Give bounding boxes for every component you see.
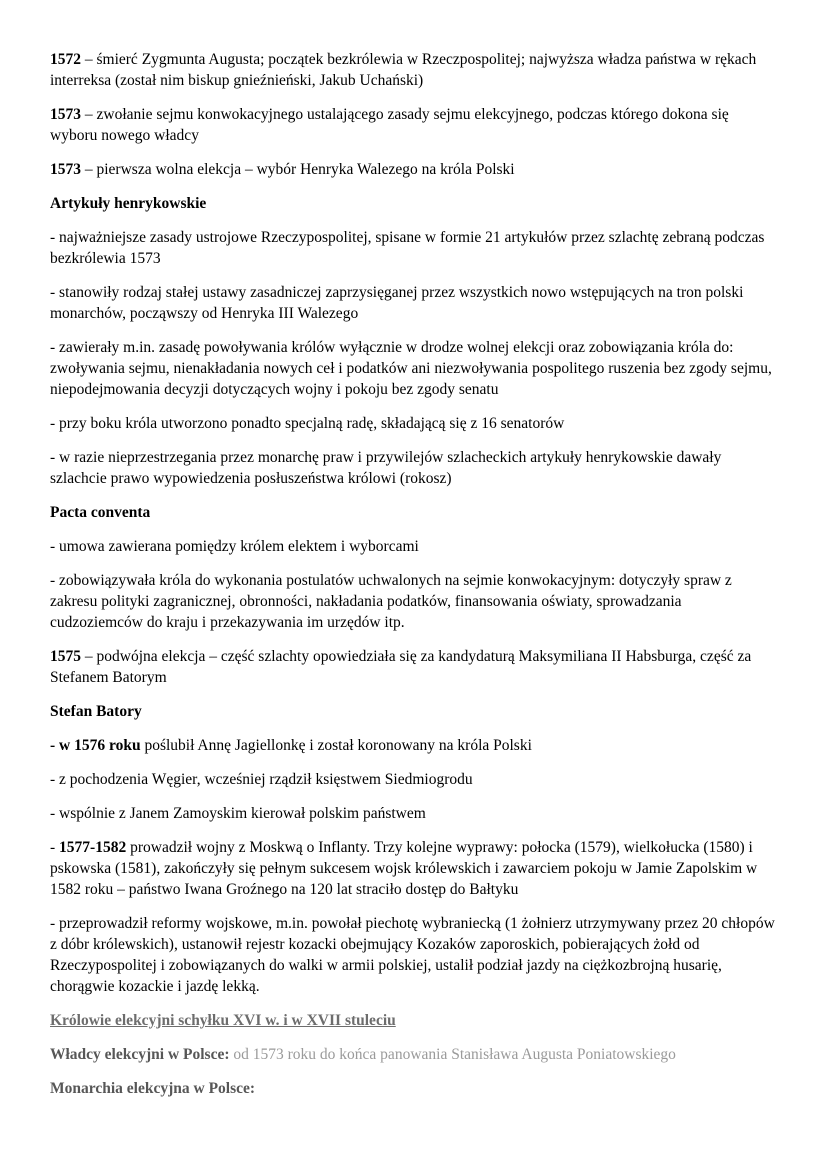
paragraph-text: – pierwsza wolna elekcja – wybór Henryka Walezego na króla Polski: [81, 161, 515, 178]
paragraph-1575-double-election: [50, 646, 776, 688]
bold-label: Monarchia elekcyjna w Polsce:: [50, 1080, 256, 1097]
paragraph-text: – śmierć Zygmunta Augusta; początek bezkrólewia w Rzeczpospolitej; najwyższa władza państwa w rękach interreksa (został nim biskup gnieźnieński, Jakub Uchański): [50, 51, 757, 89]
paragraph-text: – podwójna elekcja – część szlachty opowiedziała się za kandydaturą Maksymiliana II Habsburga, część za Stefanem Batorym: [50, 648, 752, 686]
paragraph-text: - przy boku króla utworzono ponadto specjalną radę, składającą się z 16 senatorów: [50, 415, 565, 432]
paragraph-text: poślubił Annę Jagiellonkę i został koronowany na króla Polski: [140, 737, 532, 754]
bullet-paragraph: [50, 227, 776, 269]
paragraph-text: - umowa zawierana pomiędzy królem elektem i wyborcami: [50, 538, 419, 555]
paragraph-text: - stanowiły rodzaj stałej ustawy zasadniczej zaprzysięganej przez wszystkich nowo wstępujących na tron polski monarchów, począwszy od Henryka III Walezego: [50, 284, 744, 322]
section-heading-stefan-batory: [50, 701, 776, 722]
paragraph-text: - w razie nieprzestrzegania przez monarchę praw i przywilejów szlacheckich artykuły henrykowskie dawały szlachcie prawo wypowiedzenia posłuszeństwa królowi (rokosz): [50, 449, 722, 487]
section-heading-artykuly-henrykowskie: [50, 193, 776, 214]
bold-year: 1573: [50, 161, 81, 178]
bullet-paragraph-1577-1582: [50, 837, 776, 900]
bold-year: - w 1576 roku: [50, 737, 141, 754]
bold-year: 1572: [50, 51, 81, 68]
bullet-paragraph: [50, 570, 776, 633]
paragraph-text: - zawierały m.in. zasadę powoływania królów wyłącznie w drodze wolnej elekcji oraz zobowiązania króla do: zwoływania sejmu, nienakładania nowych ceł i podatków ani niezwoływania pospolitego ruszenia bez zgody sejmu, niepodejmowania decyzji dotyczących wojny i pokoju bez zgody senatu: [50, 339, 772, 398]
bullet-paragraph: [50, 337, 776, 400]
paragraph-monarchia-elekcyjna: [50, 1078, 776, 1099]
bold-year-range: 1577-1582: [59, 839, 127, 856]
paragraph-text: - z pochodzenia Węgier, wcześniej rządził księstwem Siedmiogrodu: [50, 771, 473, 788]
bullet-paragraph-1576: [50, 735, 776, 756]
paragraph-text: - przeprowadził reformy wojskowe, m.in. powołał piechotę wybraniecką (1 żołnierz utrzymywany przez 20 chłopów z dóbr królewskich), ustanowił rejestr kozacki obejmujący Kozaków zaporoskich, pobierających żołd od Rzeczypospolitej i zobowiązanych do walki w armii polskiej, ustalił podział jazdy na ciężkozbrojną husarię, chorągwie kozackie i jazdę lekką.: [50, 915, 775, 995]
heading-text: Pacta conventa: [50, 504, 151, 521]
paragraph-1573-election: [50, 159, 776, 180]
paragraph-1573-sejm: [50, 104, 776, 146]
paragraph-text: prowadził wojny z Moskwą o Inflanty. Trzy kolejne wyprawy: połocka (1579), wielkołucka (1580) i pskowska (1581), zakończyły się pełnym sukcesem wojsk królewskich i zawarciem pokoju w Jamie Zapolskim w 1582 roku – państwo Iwana Groźnego na 120 lat straciło dostęp do Bałtyku: [50, 839, 758, 898]
bold-label: Władcy elekcyjni w Polsce:: [50, 1046, 230, 1063]
bold-year: 1573: [50, 106, 81, 123]
bullet-paragraph: [50, 803, 776, 824]
heading-text: Stefan Batory: [50, 703, 142, 720]
heading-text: Artykuły henrykowskie: [50, 195, 207, 212]
bullet-dash: -: [50, 839, 60, 856]
section-heading-krolowie-elekcyjni: [50, 1010, 776, 1031]
paragraph-text: od 1573 roku do końca panowania Stanisława Augusta Poniatowskiego: [229, 1046, 676, 1063]
paragraph-wladcy-elekcyjni: [50, 1044, 776, 1065]
paragraph-1572-death: [50, 49, 776, 91]
section-heading-pacta-conventa: [50, 502, 776, 523]
bullet-paragraph: [50, 536, 776, 557]
bullet-paragraph: [50, 413, 776, 434]
paragraph-text: - wspólnie z Janem Zamoyskim kierował polskim państwem: [50, 805, 426, 822]
bullet-paragraph: [50, 282, 776, 324]
bold-year: 1575: [50, 648, 81, 665]
paragraph-text: - zobowiązywała króla do wykonania postulatów uchwalonych na sejmie konwokacyjnym: dotyczyły spraw z zakresu polityki zagranicznej, obronności, nakładania podatków, finansowania oświaty, sprowadzania cudzoziemców do kraju i przekazywania im urzędów itp.: [50, 572, 732, 631]
heading-text: Królowie elekcyjni schyłku XVI w. i w XVII stuleciu: [50, 1012, 396, 1029]
paragraph-text: – zwołanie sejmu konwokacyjnego ustalającego zasady sejmu elekcyjnego, podczas którego dokona się wyboru nowego władcy: [50, 106, 729, 144]
bullet-paragraph: [50, 447, 776, 489]
bullet-paragraph: [50, 913, 776, 997]
bullet-paragraph: [50, 769, 776, 790]
paragraph-text: - najważniejsze zasady ustrojowe Rzeczypospolitej, spisane w formie 21 artykułów przez szlachtę zebraną podczas bezkrólewia 1573: [50, 229, 765, 267]
